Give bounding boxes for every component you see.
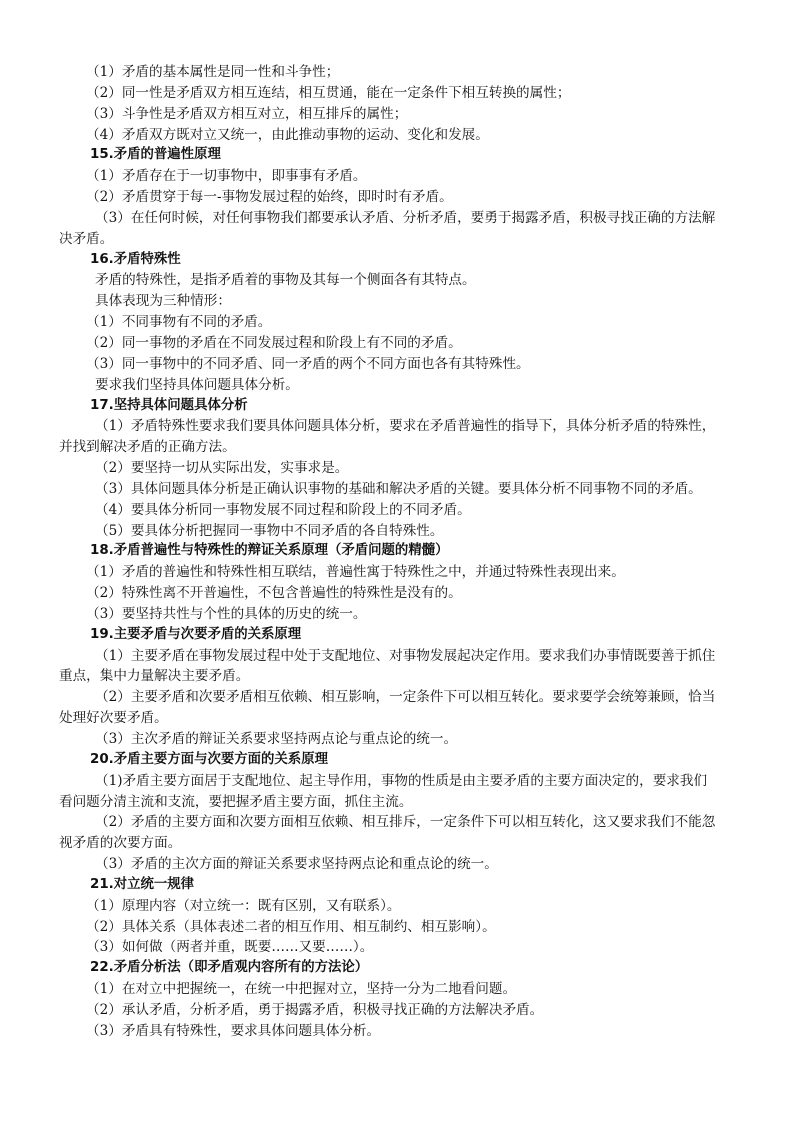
text-line: （2）同一事物的矛盾在不同发展过程和阶段上有不同的矛盾。 — [86, 334, 462, 351]
text-line: （3）如何做（两者并重，既要……又要……）。 — [86, 939, 374, 956]
text-line: （3）矛盾的主次方面的辩证关系要求坚持两点论和重点论的统一。 — [95, 856, 498, 873]
section-heading-19: 19.主要矛盾与次要矛盾的关系原理 — [90, 626, 302, 642]
text-paragraph: （3）具体问题具体分析是正确认识事物的基础和解决矛盾的关键。要具体分析不同事物不同的矛盾。 — [95, 480, 702, 497]
text-line: （3）要坚持共性与个性的具体的历史的统一。 — [86, 605, 367, 622]
section-heading-18: 18.矛盾普遍性与特殊性的辩证关系原理（矛盾问题的精髓） — [90, 543, 449, 559]
text-paragraph: （1)矛盾主要方面居于支配地位、起主导作用，事物的性质是由主要矛盾的主要方面决定的，要求我们看问题分清主流和支流，要把握矛盾主要方面，抓住主流。 — [59, 772, 708, 810]
text-line: （1）原理内容（对立统一：既有区别，又有联系）。 — [86, 897, 401, 914]
text-line: （2）矛盾贯穿于每一-事物发展过程的始终，即时时有矛盾。 — [86, 189, 453, 206]
text-paragraph: （2）主要矛盾和次要矛盾相互依赖、相互影响，一定条件下可以相互转化。要求要学会统筹兼顾，恰当处理好次要矛盾。 — [59, 689, 716, 727]
text-line: （1）在对立中把握统一，在统一中把握对立，坚持一分为二地看问题。 — [86, 981, 517, 998]
text-line: （1）不同事物有不同的矛盾。 — [86, 314, 272, 331]
section-heading-20: 20.矛盾主要方面与次要方面的关系原理 — [90, 751, 328, 767]
text-line: （5）要具体分析把握同一事物中不同矛盾的各自特殊性。 — [95, 522, 444, 539]
text-line: （2）具体关系（具体表述二者的相互作用、相互制约、相互影响）。 — [86, 918, 496, 935]
text-line: （4）矛盾双方既对立又统一，由此推动事物的运动、变化和发展。 — [86, 126, 489, 143]
section-heading-21: 21.对立统一规律 — [90, 876, 195, 892]
document-page — [59, 62, 719, 1042]
text-paragraph: （2）矛盾的主要方面和次要方面相互依赖、相互排斥，一定条件下可以相互转化，这又要求我们不能忽视矛盾的次要方面。 — [59, 814, 716, 852]
text-paragraph: （1）矛盾特殊性要求我们要具体问题具体分析，要求在矛盾普遍性的指导下，具体分析矛盾的特殊性，并找到解决矛盾的正确方法。 — [59, 418, 716, 456]
section-heading-17: 17.坚持具体问题具体分析 — [90, 397, 248, 413]
text-line: （4）要具体分析同一事物发展不同过程和阶段上的不同矛盾。 — [95, 501, 471, 518]
text-line: （1）矛盾的基本属性是同一性和斗争性； — [86, 64, 340, 80]
text-line: （3）主次矛盾的辩证关系要求坚持两点论与重点论的统一。 — [95, 731, 458, 747]
text-line: 要求我们坚持具体问题具体分析。 — [95, 376, 299, 393]
text-line: 具体表现为三种情形： — [95, 293, 231, 310]
text-line: （3）矛盾具有特殊性，要求具体问题具体分析。 — [86, 1022, 381, 1039]
text-line: 矛盾的特殊性，是指矛盾着的事物及其每一个侧面各有其特点。 — [95, 272, 476, 289]
section-heading-22: 22.矛盾分析法（即矛盾观内容所有的方法论） — [90, 960, 369, 976]
text-line: （2）同一性是矛盾双方相互连结，相互贯通，能在一定条件下相互转换的属性； — [86, 84, 571, 101]
text-line: （3）斗争性是矛盾双方相互对立，相互排斥的属性； — [86, 105, 408, 122]
section-heading-15: 15.矛盾的普遍性原理 — [90, 147, 221, 163]
text-paragraph: （1）主要矛盾在事物发展过程中处于支配地位、对事物发展起决定作用。要求我们办事情既要善于抓住重点，集中力量解决主要矛盾。 — [59, 647, 716, 685]
section-heading-16: 16.矛盾特殊性 — [90, 251, 181, 267]
text-line: （1）矛盾存在于一切事物中，即事事有矛盾。 — [86, 168, 367, 185]
text-line: （2）要坚持一切从实际出发，实事求是。 — [95, 460, 349, 477]
text-line: （2）特殊性离不开普遍性，不包含普遍性的特殊性是没有的。 — [86, 585, 462, 602]
text-line: （3）同一事物中的不同矛盾、同一矛盾的两个不同方面也各有其特殊性。 — [86, 355, 530, 372]
text-line: （1）矛盾的普遍性和特殊性相互联结，普遍性寓于特殊性之中，并通过特殊性表现出来。 — [86, 564, 625, 581]
text-paragraph: （3）在任何时候，对任何事物我们都要承认矛盾、分析矛盾，要勇于揭露矛盾，积极寻找正确的方法解决矛盾。 — [59, 209, 716, 247]
text-line: （2）承认矛盾，分析矛盾，勇于揭露矛盾，积极寻找正确的方法解决矛盾。 — [86, 1001, 544, 1018]
